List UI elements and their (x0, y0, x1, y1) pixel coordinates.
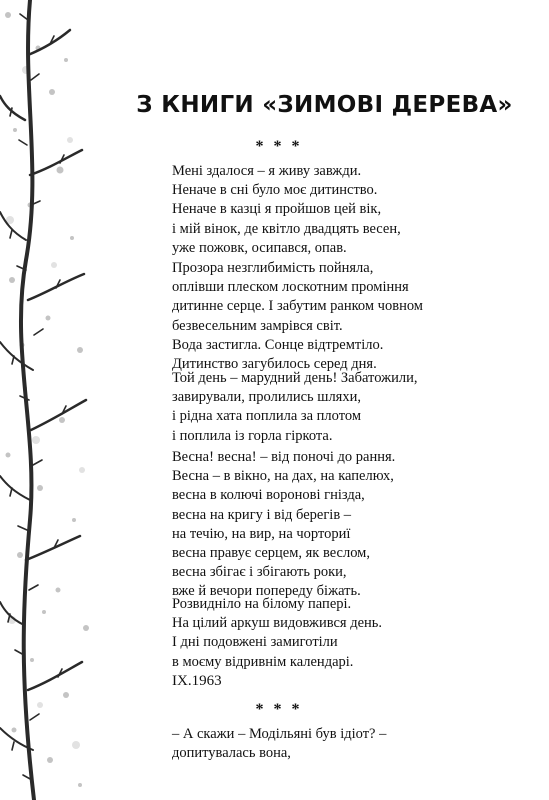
poem-line: і поплила із горла гіркота. (172, 427, 333, 444)
poem-line: весна на кригу і від берегів – (172, 506, 352, 523)
poem-line: весна збігає і збігають роки, (172, 564, 347, 581)
stanza-3 (172, 369, 418, 446)
poem-line: дитинне серце. І забутим ранком човном (172, 298, 423, 315)
poem-line: На цілий аркуш видовжився день. (172, 615, 383, 632)
poem-line: весна правує серцем, як веслом, (172, 545, 370, 562)
stanza-5 (172, 595, 382, 672)
poem-line: на течію, на вир, на чорториї (172, 525, 351, 542)
section-heading: З КНИГИ «ЗИМОВІ ДЕРЕВА» (136, 92, 513, 118)
poem-line: і мій вінок, де квітло двадцять весен, (172, 220, 401, 237)
poem-line: оплівши плеском лоскотним проміння (172, 279, 409, 296)
poem-line: Неначе в сні було моє дитинство. (172, 182, 378, 199)
poem-line: завирували, пролились шляхи, (172, 389, 361, 406)
poem-line: уже пожовк, осипався, опав. (172, 239, 347, 256)
poem-line: допитувалась вона, (172, 745, 291, 762)
poem-line: Весна – в вікно, на дах, на капелюх, (172, 468, 394, 485)
poem-line: Дитинство загубилось серед дня. (172, 356, 377, 373)
poem-line: Прозора незглибимість пойняла, (172, 260, 374, 276)
poem-line: Розвидніло на білому папері. (172, 596, 352, 612)
next-poem-start (172, 725, 386, 763)
poem-line: – А скажи – Модільяні був ідіот? – (172, 726, 387, 742)
stanza-2 (172, 259, 423, 374)
poem-separator: * * * (255, 138, 303, 155)
stanza-1 (172, 162, 401, 258)
poem-separator: * * * (255, 701, 303, 718)
poem-line: і рідна хата поплила за плотом (172, 408, 362, 425)
poem-line: вже й вечори попереду біжать. (172, 583, 361, 600)
poem-line: Неначе в казці я пройшов цей вік, (172, 201, 382, 218)
poem-date: IX.1963 (172, 673, 222, 689)
poem-line: І дні подовжені замиготіли (172, 634, 338, 651)
poem-line: безвесельним замрівся світ. (172, 317, 343, 334)
poem-line: Весна! весна! – від поночі до рання. (172, 449, 396, 465)
poem-line: Мені здалося – я живу завжди. (172, 163, 362, 179)
thorny-branch-illustration (0, 0, 100, 800)
poem-line: Той день – марудний день! Забатожили, (172, 370, 418, 386)
poem-line: Вода застигла. Сонце відтремтіло. (172, 336, 384, 353)
stanza-4 (172, 448, 395, 602)
poem-line: весна в колючі воронові гнізда, (172, 487, 365, 504)
poem-line: в моєму відривнім календарі. (172, 653, 354, 670)
